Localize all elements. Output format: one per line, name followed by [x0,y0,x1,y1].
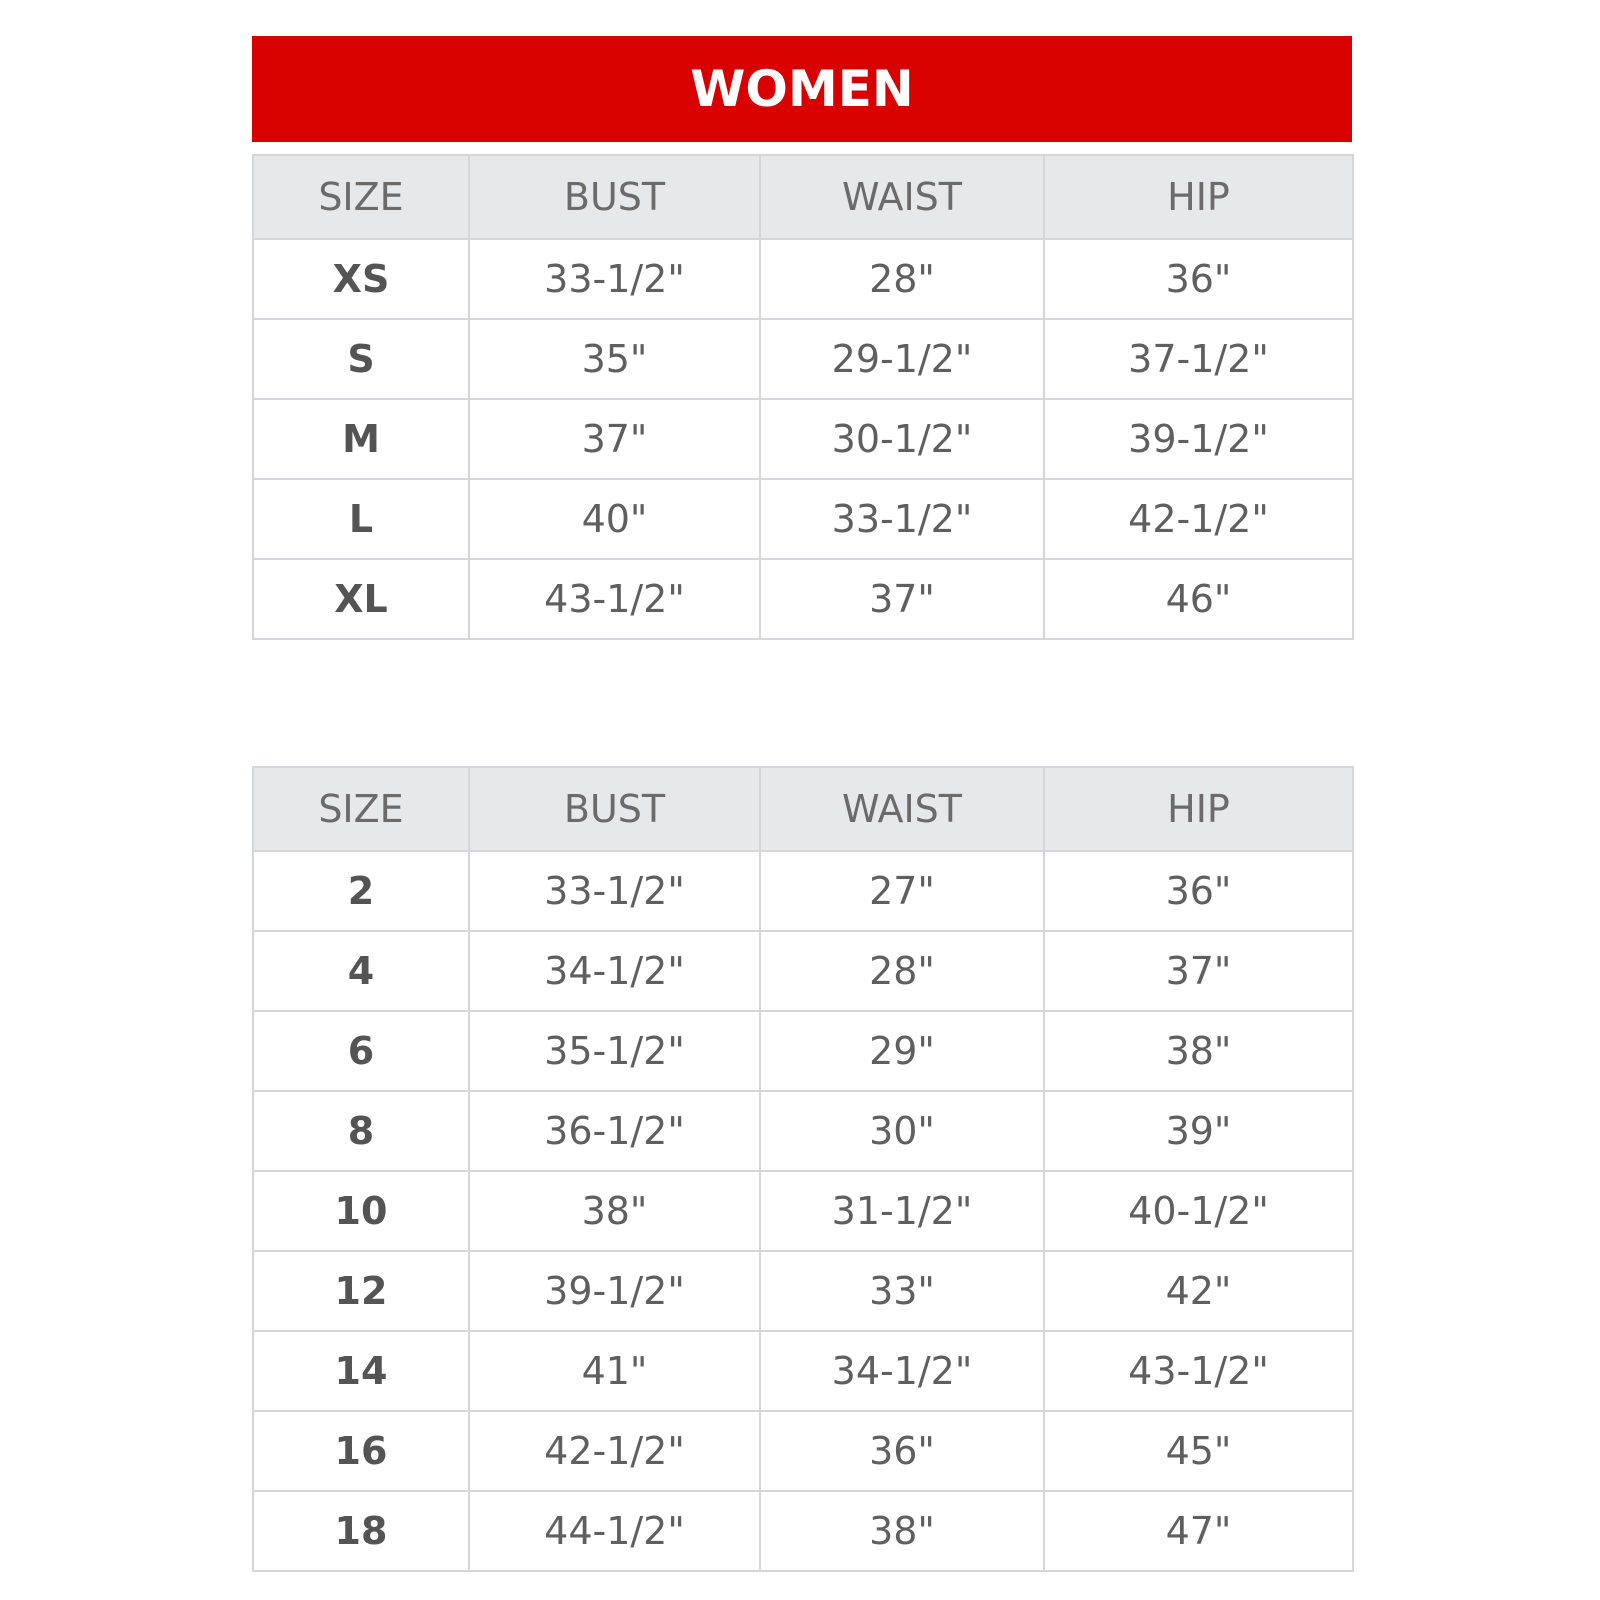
bust-cell: 43-1/2" [469,559,760,639]
table-header-row [253,155,1353,239]
bust-cell: 33-1/2" [469,851,760,931]
table-row [253,1331,1353,1411]
numeric-size-table [252,766,1354,1572]
waist-cell: 28" [760,931,1044,1011]
bust-cell: 42-1/2" [469,1411,760,1491]
size-cell: 16 [253,1411,469,1491]
hip-cell: 39-1/2" [1044,399,1353,479]
banner-title: WOMEN [690,60,914,118]
size-cell: S [253,319,469,399]
bust-cell: 35-1/2" [469,1011,760,1091]
women-banner [252,36,1352,142]
size-cell: M [253,399,469,479]
table-row [253,399,1353,479]
bust-cell: 34-1/2" [469,931,760,1011]
bust-cell: 39-1/2" [469,1251,760,1331]
hip-cell: 38" [1044,1011,1353,1091]
hip-cell: 43-1/2" [1044,1331,1353,1411]
header-size: SIZE [253,155,469,239]
size-cell: 10 [253,1171,469,1251]
table-header-row [253,767,1353,851]
size-cell: 8 [253,1091,469,1171]
size-cell: 2 [253,851,469,931]
header-size: SIZE [253,767,469,851]
hip-cell: 36" [1044,851,1353,931]
waist-cell: 34-1/2" [760,1331,1044,1411]
waist-cell: 31-1/2" [760,1171,1044,1251]
size-cell: 18 [253,1491,469,1571]
table-row [253,1491,1353,1571]
size-cell: XL [253,559,469,639]
header-waist: WAIST [760,767,1044,851]
letter-size-table [252,154,1354,640]
waist-cell: 30" [760,1091,1044,1171]
table-row [253,479,1353,559]
bust-cell: 38" [469,1171,760,1251]
hip-cell: 45" [1044,1411,1353,1491]
hip-cell: 40-1/2" [1044,1171,1353,1251]
size-cell: L [253,479,469,559]
waist-cell: 30-1/2" [760,399,1044,479]
waist-cell: 28" [760,239,1044,319]
waist-cell: 33-1/2" [760,479,1044,559]
table-row [253,931,1353,1011]
table-row [253,559,1353,639]
hip-cell: 46" [1044,559,1353,639]
size-cell: 4 [253,931,469,1011]
hip-cell: 37-1/2" [1044,319,1353,399]
bust-cell: 33-1/2" [469,239,760,319]
header-hip: HIP [1044,767,1353,851]
bust-cell: 44-1/2" [469,1491,760,1571]
waist-cell: 29-1/2" [760,319,1044,399]
header-bust: BUST [469,155,760,239]
waist-cell: 38" [760,1491,1044,1571]
table-row [253,1411,1353,1491]
waist-cell: 33" [760,1251,1044,1331]
hip-cell: 39" [1044,1091,1353,1171]
waist-cell: 29" [760,1011,1044,1091]
table-row [253,851,1353,931]
table-row [253,1091,1353,1171]
hip-cell: 47" [1044,1491,1353,1571]
size-cell: 6 [253,1011,469,1091]
hip-cell: 42" [1044,1251,1353,1331]
hip-cell: 36" [1044,239,1353,319]
waist-cell: 37" [760,559,1044,639]
size-cell: XS [253,239,469,319]
bust-cell: 36-1/2" [469,1091,760,1171]
table-row [253,1251,1353,1331]
waist-cell: 27" [760,851,1044,931]
bust-cell: 40" [469,479,760,559]
bust-cell: 37" [469,399,760,479]
waist-cell: 36" [760,1411,1044,1491]
hip-cell: 42-1/2" [1044,479,1353,559]
table-row [253,239,1353,319]
bust-cell: 35" [469,319,760,399]
header-bust: BUST [469,767,760,851]
table-row [253,319,1353,399]
header-waist: WAIST [760,155,1044,239]
size-cell: 14 [253,1331,469,1411]
size-cell: 12 [253,1251,469,1331]
table-row [253,1011,1353,1091]
bust-cell: 41" [469,1331,760,1411]
hip-cell: 37" [1044,931,1353,1011]
table-row [253,1171,1353,1251]
header-hip: HIP [1044,155,1353,239]
